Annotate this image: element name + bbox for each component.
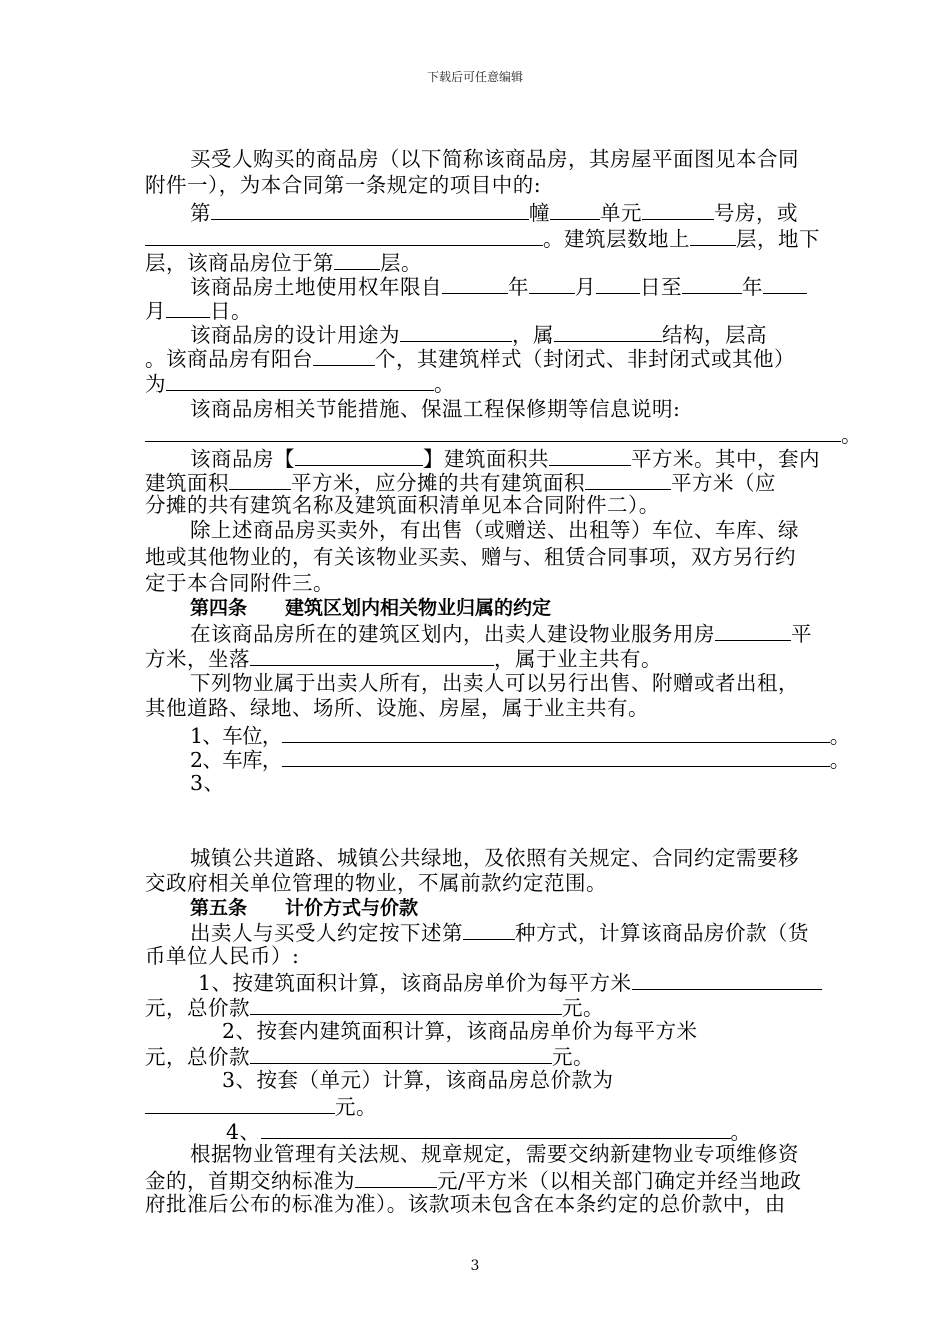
paragraph-line: 交政府相关单位管理的物业，不属前款约定范围。 [145, 871, 607, 895]
paragraph-line: 2、按套内建筑面积计算，该商品房单价为每平方米 [222, 1019, 698, 1043]
blank-field [682, 273, 742, 294]
paragraph-line: 定于本合同附件三。 [145, 571, 334, 595]
paragraph-line: 出卖人与买受人约定按下述第 种方式，计算该商品房价款（货 [190, 921, 809, 945]
blank-field [282, 722, 830, 743]
paragraph-line: 元，总价款 元。 [145, 996, 604, 1020]
paragraph-line: 在该商品房所在的建筑区划内，出卖人建设物业服务用房 平 [190, 622, 812, 646]
paragraph-line: 该商品房的设计用途为 ，属 结构，层高 [190, 323, 767, 347]
blank-field [596, 273, 640, 294]
paragraph-line: 层，该商品房位于第 层。 [145, 251, 422, 275]
page-number: 3 [470, 1258, 480, 1274]
paragraph-line: 附件一），为本合同第一条规定的项目中的: [145, 173, 542, 197]
blank-field [145, 225, 543, 246]
blank-field [334, 249, 380, 270]
blank-field [145, 1093, 335, 1114]
blank-field [282, 746, 830, 767]
blank-field [145, 421, 841, 442]
paragraph-line: 1、车位， 。 [190, 724, 850, 748]
section-heading: 第五条 计价方式与价款 [190, 897, 419, 919]
blank-field [166, 297, 210, 318]
paragraph-line: 2、车库， 。 [190, 748, 850, 772]
paragraph-line: 3、 [190, 771, 225, 795]
blank-field [550, 199, 600, 220]
blank-field [166, 370, 434, 391]
paragraph-line: 其他道路、绿地、场所、设施、房屋，属于业主共有。 [145, 696, 649, 720]
blank-field [295, 445, 423, 466]
paragraph-line: 根据物业管理有关法规、规章规定，需要交纳新建物业专项维修资 [190, 1142, 799, 1166]
blank-field [229, 469, 291, 490]
blank-field [763, 273, 807, 294]
paragraph-line: 府批准后公布的标准为准）。该款项未包含在本条约定的总价款中，由 [145, 1192, 786, 1216]
blank-field [261, 1118, 731, 1139]
blank-field [690, 225, 736, 246]
paragraph-line: 3、按套（单元）计算，该商品房总价款为 [222, 1068, 614, 1092]
blank-field [355, 1167, 437, 1188]
paragraph-line: 买受人购买的商品房（以下简称该商品房，其房屋平面图见本合同 [190, 147, 799, 171]
blank-field [250, 994, 562, 1015]
blank-field [442, 273, 508, 294]
blank-field [642, 199, 714, 220]
paragraph-line: 城镇公共道路、城镇公共绿地，及依照有关规定、合同约定需要移 [190, 846, 799, 870]
paragraph-line: 分摊的共有建筑名称及建筑面积清单见本合同附件二）。 [145, 493, 660, 517]
paragraph-line: 建筑面积 平方米，应分摊的共有建筑面积 平方米（应 [145, 471, 776, 495]
paragraph-line: 币单位人民币）: [145, 944, 300, 968]
page-header: 下载后可任意编辑 [426, 70, 523, 84]
blank-field [250, 1043, 552, 1064]
blank-field [554, 321, 662, 342]
paragraph-line: 方米，坐落 ，属于业主共有。 [145, 647, 662, 671]
paragraph-line: 除上述商品房买卖外，有出售（或赠送、出租等）车位、车库、绿 [190, 518, 799, 542]
blank-field [715, 620, 791, 641]
paragraph-line: 月 日。 [145, 299, 252, 323]
paragraph-line: 4、 。 [226, 1120, 752, 1144]
paragraph-line: 1、按建筑面积计算，该商品房单价为每平方米 [198, 969, 822, 995]
paragraph-line: 。该商品房有阳台 个，其建筑样式（封闭式、非封闭式或其他） [145, 347, 795, 371]
blank-field [585, 469, 671, 490]
paragraph-line: 。 [145, 421, 850, 447]
paragraph-line: 为 。 [145, 372, 455, 396]
blank-field [313, 345, 375, 366]
section-heading: 第四条 建筑区划内相关物业归属的约定 [190, 597, 552, 619]
paragraph-line: 该商品房【 】建筑面积共 平方米。其中，套内 [190, 447, 820, 471]
blank-field [529, 273, 575, 294]
paragraph-line: 元。 [145, 1093, 377, 1119]
blank-field [250, 645, 494, 666]
paragraph-line: 下列物业属于出卖人所有，出卖人可以另行出售、附赠或者出租， [190, 671, 799, 695]
blank-field [400, 321, 512, 342]
paragraph-line: 金的，首期交纳标准为 元/平方米（以相关部门确定并经当地政 [145, 1169, 802, 1193]
paragraph-line: 第 幢 单元 号房，或 [190, 201, 798, 225]
paragraph-line: 该商品房土地使用权年限自 年 月 日至 年 [190, 273, 807, 299]
blank-field [549, 445, 631, 466]
paragraph-line: 该商品房相关节能措施、保温工程保修期等信息说明: [190, 397, 681, 421]
paragraph-line: 地或其他物业的，有关该物业买卖、赠与、租赁合同事项，双方另行约 [145, 545, 796, 569]
paragraph-line: 元，总价款 元。 [145, 1045, 594, 1069]
blank-field [463, 919, 515, 940]
paragraph-line: 。建筑层数地上 层，地下 [145, 225, 820, 251]
blank-field [632, 969, 822, 990]
blank-field [211, 199, 529, 220]
